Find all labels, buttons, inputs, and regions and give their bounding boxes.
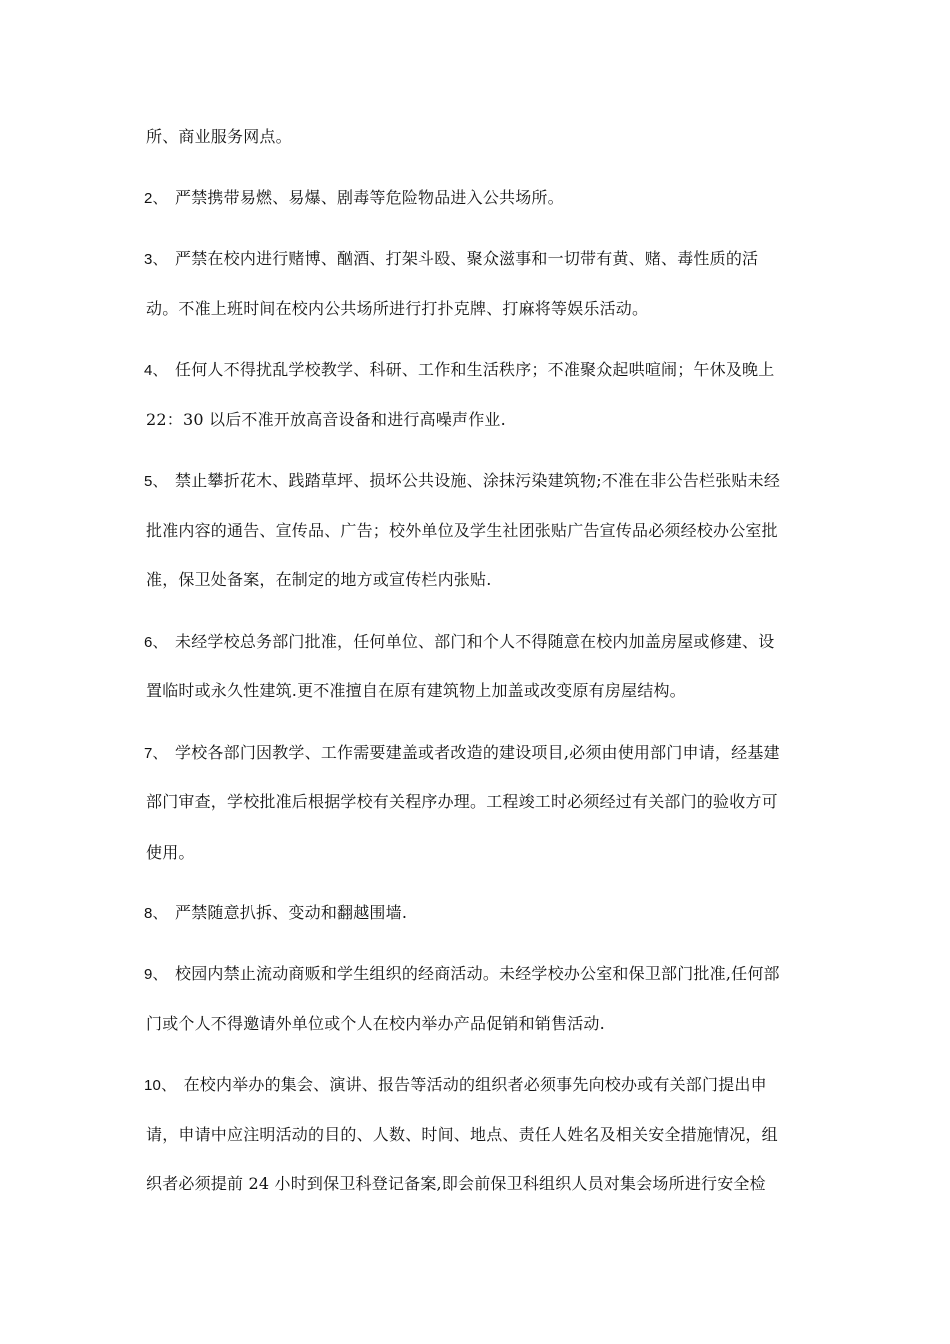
line-text: 置临时或永久性建筑.更不准擅自在原有建筑物上加盖或改变原有房屋结构。 xyxy=(146,681,686,700)
text-line xyxy=(144,298,648,320)
line-text: 所、商业服务网点。 xyxy=(146,127,292,146)
text-line xyxy=(144,569,492,591)
item-number: 5、 xyxy=(144,473,168,490)
text-line xyxy=(144,902,407,925)
line-text: 准，保卫处备案，在制定的地方或宣传栏内张贴. xyxy=(146,570,492,589)
text-line xyxy=(144,359,774,382)
line-text: 使用。 xyxy=(146,843,195,862)
item-number: 3、 xyxy=(144,251,168,268)
line-text: 任何人不得扰乱学校教学、科研、工作和生活秩序；不准聚众起哄喧闹；午休及晚上 xyxy=(169,360,775,379)
line-text: 动。不准上班时间在校内公共场所进行打扑克牌、打麻将等娱乐活动。 xyxy=(146,299,649,318)
item-number: 2、 xyxy=(144,190,168,207)
line-text: 织者必须提前 24 小时到保卫科登记备案,即会前保卫科组织人员对集会场所进行安全检 xyxy=(146,1174,766,1193)
line-text: 严禁随意扒拆、变动和翻越围墙. xyxy=(169,903,408,922)
text-line xyxy=(144,842,195,864)
line-text: 校园内禁止流动商贩和学生组织的经商活动。未经学校办公室和保卫部门批准,任何部 xyxy=(169,964,780,983)
item-number: 9、 xyxy=(144,966,168,983)
line-text: 22：30 以后不准开放高音设备和进行高噪声作业. xyxy=(146,410,506,429)
text-line xyxy=(144,187,564,210)
text-line xyxy=(144,631,774,654)
text-line xyxy=(144,791,778,813)
text-line xyxy=(144,470,780,493)
text-line xyxy=(144,1013,605,1035)
text-line xyxy=(144,1124,778,1146)
item-number: 4、 xyxy=(144,362,168,379)
text-line xyxy=(144,409,506,431)
line-text: 请，申请中应注明活动的目的、人数、时间、地点、责任人姓名及相关安全措施情况，组 xyxy=(146,1125,778,1144)
text-line xyxy=(144,742,780,765)
line-text: 严禁在校内进行赌博、酗酒、打架斗殴、聚众滋事和一切带有黄、赌、毒性质的活 xyxy=(169,249,759,268)
text-line xyxy=(144,1173,766,1195)
text-line xyxy=(144,963,780,986)
line-text: 禁止攀折花木、践踏草坪、损坏公共设施、涂抹污染建筑物;不准在非公告栏张贴未经 xyxy=(169,471,781,490)
line-text: 学校各部门因教学、工作需要建盖或者改造的建设项目,必须由使用部门申请，经基建 xyxy=(169,743,780,762)
line-text: 在校内举办的集会、演讲、报告等活动的组织者必须事先向校办或有关部门提出申 xyxy=(178,1075,767,1094)
line-text: 门或个人不得邀请外单位或个人在校内举办产品促销和销售活动. xyxy=(146,1014,605,1033)
line-text: 严禁携带易燃、易爆、剧毒等危险物品进入公共场所。 xyxy=(169,188,564,207)
line-text: 未经学校总务部门批准，任何单位、部门和个人不得随意在校内加盖房屋或修建、设 xyxy=(169,632,775,651)
line-text: 批准内容的通告、宣传品、广告；校外单位及学生社团张贴广告宣传品必须经校办公室批 xyxy=(146,521,778,540)
text-line xyxy=(144,248,758,271)
item-number: 10、 xyxy=(144,1077,177,1094)
text-line xyxy=(144,680,686,702)
line-text: 部门审查，学校批准后根据学校有关程序办理。工程竣工时必须经过有关部门的验收方可 xyxy=(146,792,778,811)
text-line xyxy=(144,1074,767,1097)
item-number: 7、 xyxy=(144,745,168,762)
item-number: 8、 xyxy=(144,905,168,922)
text-line xyxy=(144,126,292,148)
text-line xyxy=(144,520,778,542)
item-number: 6、 xyxy=(144,634,168,651)
